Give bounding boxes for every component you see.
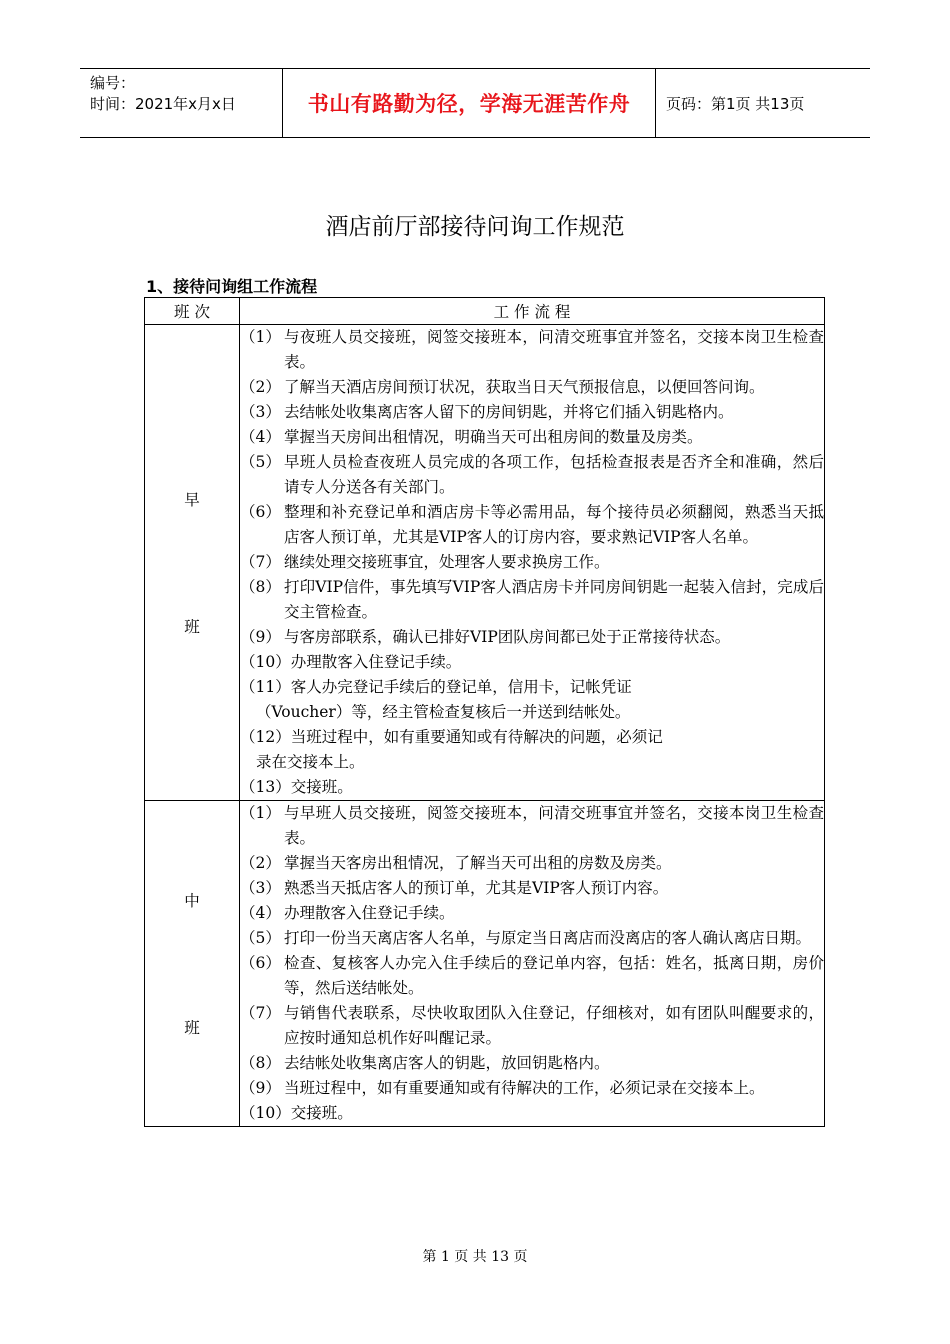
section-heading: 1、接待问询组工作流程: [146, 277, 318, 296]
page-info: 页码：第1页 共13页: [666, 94, 805, 113]
list-item: （3） 熟悉当天抵店客人的预订单，尤其是VIP客人预订内容。: [240, 879, 669, 897]
middle-shift-row: [145, 801, 825, 1127]
document-title: 酒店前厅部接待问询工作规范: [325, 214, 625, 240]
morning-shift-cell: [145, 325, 240, 801]
shift-char: 班: [184, 1019, 200, 1037]
list-item: （1） 与早班人员交接班，阅签交接班本，问清交班事宜并签名，交接本岗卫生检查表。: [240, 804, 824, 847]
middle-shift-cell: [145, 801, 240, 1127]
list-item: （4） 掌握当天房间出租情况，明确当天可出租房间的数量及房类。: [240, 428, 703, 446]
list-item: （13）交接班。: [240, 778, 353, 796]
list-item: （5） 早班人员检查夜班人员完成的各项工作，包括检查报表是否齐全和准确，然后请专人分送各有关部门。: [240, 453, 824, 496]
list-item: （7） 与销售代表联系，尽快收取团队入住登记，仔细核对，如有团队叫醒要求的，应按时通知总机作好叫醒记录。: [240, 1004, 824, 1047]
list-item: （10） 交接班。: [240, 1104, 353, 1122]
list-item: （6） 整理和补充登记单和酒店房卡等必需用品，每个接待员必须翻阅，熟悉当天抵店客人预订单，尤其是VIP客人的订房内容，要求熟记VIP客人名单。: [240, 503, 824, 546]
shift-char: 早: [184, 491, 200, 509]
list-item: （6） 检查、复核客人办完入住手续后的登记单内容，包括：姓名，抵离日期，房价等，然后送结帐处。: [240, 954, 824, 997]
list-item: （7） 继续处理交接班事宜，处理客人要求换房工作。: [240, 553, 610, 571]
list-item: （5） 打印一份当天离店客人名单，与原定当日离店而没离店的客人确认离店日期。: [240, 929, 812, 947]
list-item: （4） 办理散客入住登记手续。: [240, 904, 455, 922]
list-item: （9） 当班过程中，如有重要通知或有待解决的工作，必须记录在交接本上。: [240, 1079, 765, 1097]
motto: 书山有路勤为径，学海无涯苦作舟: [282, 69, 656, 137]
page-header: [80, 68, 870, 138]
middle-items: [240, 801, 825, 1127]
time-label: 时间：2021年x月x日: [90, 95, 236, 113]
header-left: [90, 73, 236, 115]
list-item: （3） 去结帐处收集离店客人留下的房间钥匙，并将它们插入钥匙格内。: [240, 403, 734, 421]
header-workflow: 工 作 流 程: [240, 298, 825, 325]
morning-items: [240, 325, 825, 801]
list-item: （8） 去结帐处收集离店客人的钥匙，放回钥匙格内。: [240, 1054, 610, 1072]
header-shift: 班 次: [145, 298, 240, 325]
list-item: （1） 与夜班人员交接班，阅签交接班本，问清交班事宜并签名，交接本岗卫生检查表。: [240, 328, 824, 371]
list-item: （12）当班过程中，如有重要通知或有待解决的问题，必须记 录在交接本上。: [240, 728, 663, 771]
number-label: 编号：: [90, 74, 136, 92]
list-item: （8） 打印VIP信件，事先填写VIP客人酒店房卡并同房间钥匙一起装入信封，完成后交主管检查。: [240, 578, 824, 621]
shift-char: 班: [184, 618, 200, 636]
morning-shift-row: [145, 325, 825, 801]
table-header-row: [145, 298, 825, 325]
list-item: （10）办理散客入住登记手续。: [240, 653, 462, 671]
list-item: （2） 了解当天酒店房间预订状况，获取当日天气预报信息，以便回答问询。: [240, 378, 765, 396]
list-item: （2） 掌握当天客房出租情况，了解当天可出租的房数及房类。: [240, 854, 672, 872]
shift-char: 中: [184, 892, 200, 910]
list-item: （11）客人办完登记手续后的登记单，信用卡，记帐凭证 （Voucher）等，经主管检查复核后一并送到结帐处。: [240, 678, 632, 721]
page-footer: 第 1 页 共 13 页: [422, 1249, 528, 1265]
list-item: （9） 与客房部联系，确认已排好VIP团队房间都已处于正常接待状态。: [240, 628, 731, 646]
workflow-table: [144, 297, 825, 1127]
